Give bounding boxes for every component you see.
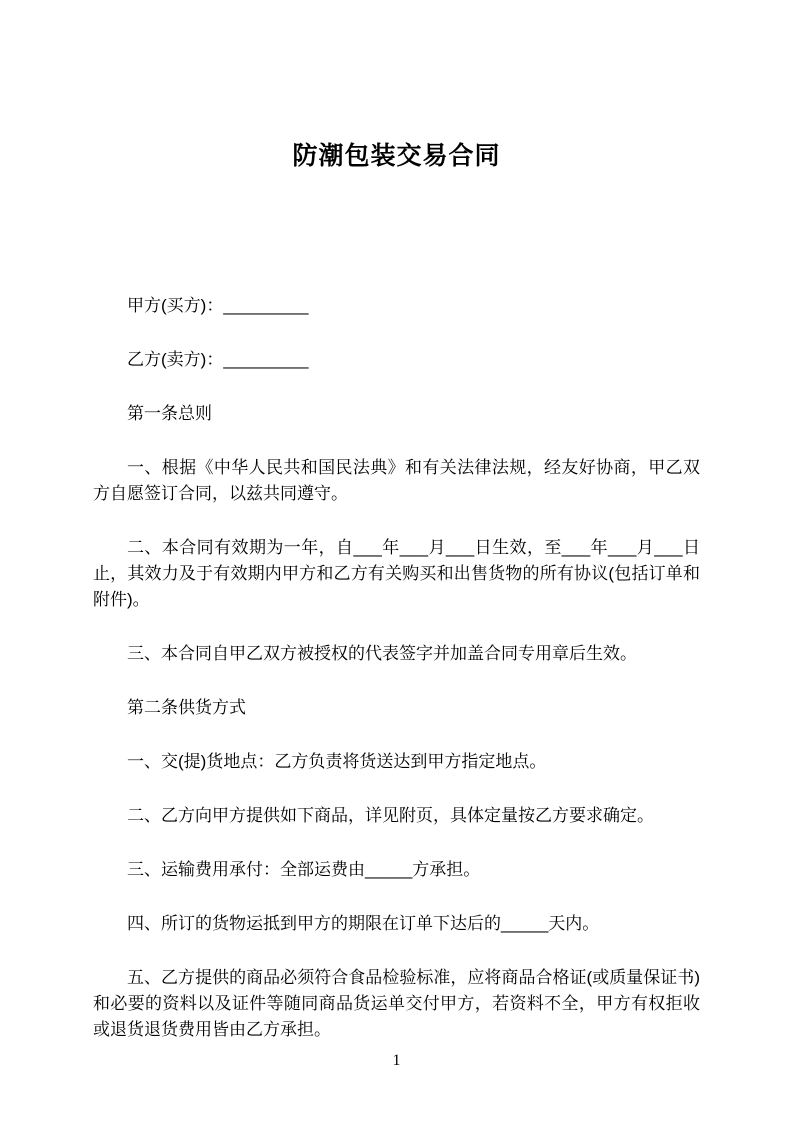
party-b-label: 乙方(卖方)：: [127, 350, 224, 369]
section-2-clause-4: 四、所订的货物运抵到甲方的期限在订单下达后的_____天内。: [127, 914, 600, 933]
section-1-heading: 第一条总则: [127, 404, 212, 423]
section-2-clause-3: 三、运输费用承付：全部运费由_____方承担。: [127, 860, 481, 879]
party-a-label: 甲方(买方)：: [127, 296, 224, 315]
section-2-clause-2: 二、乙方向甲方提供如下商品，详见附页，具体定量按乙方要求确定。: [127, 806, 654, 825]
document-title: 防潮包装交易合同: [292, 142, 501, 170]
section-1-clause-3: 三、本合同自甲乙双方被授权的代表签字并加盖合同专用章后生效。: [127, 644, 637, 663]
party-a-line: [93, 293, 700, 319]
party-b-blank[interactable]: _________: [223, 350, 309, 369]
section-2-clause-1: 一、交(提)货地点：乙方负责将货送达到甲方指定地点。: [127, 752, 547, 771]
section-1-clause-1: 一、根据《中华人民共和国民法典》和有关法律法规，经友好协商，甲乙双方自愿签订合同，以兹共同遵守。: [93, 458, 700, 503]
party-b-line: [93, 347, 700, 373]
page-number: 1: [392, 1052, 401, 1069]
section-2-heading: 第二条供货方式: [127, 698, 246, 717]
party-a-blank[interactable]: _________: [223, 296, 309, 315]
section-1-clause-2: 二、本合同有效期为一年，自___年___月___日生效，至___年___月___日止，其效力及于有效期内甲方和乙方有关购买和出售货物的所有协议(包括订单和附件)。: [93, 538, 700, 609]
section-2-clause-5: 五、乙方提供的商品必须符合食品检验标准，应将商品合格证(或质量保证书)和必要的资料以及证件等随同商品货运单交付甲方，若资料不全，甲方有权拒收或退货退货费用皆由乙方承担。: [93, 968, 700, 1039]
